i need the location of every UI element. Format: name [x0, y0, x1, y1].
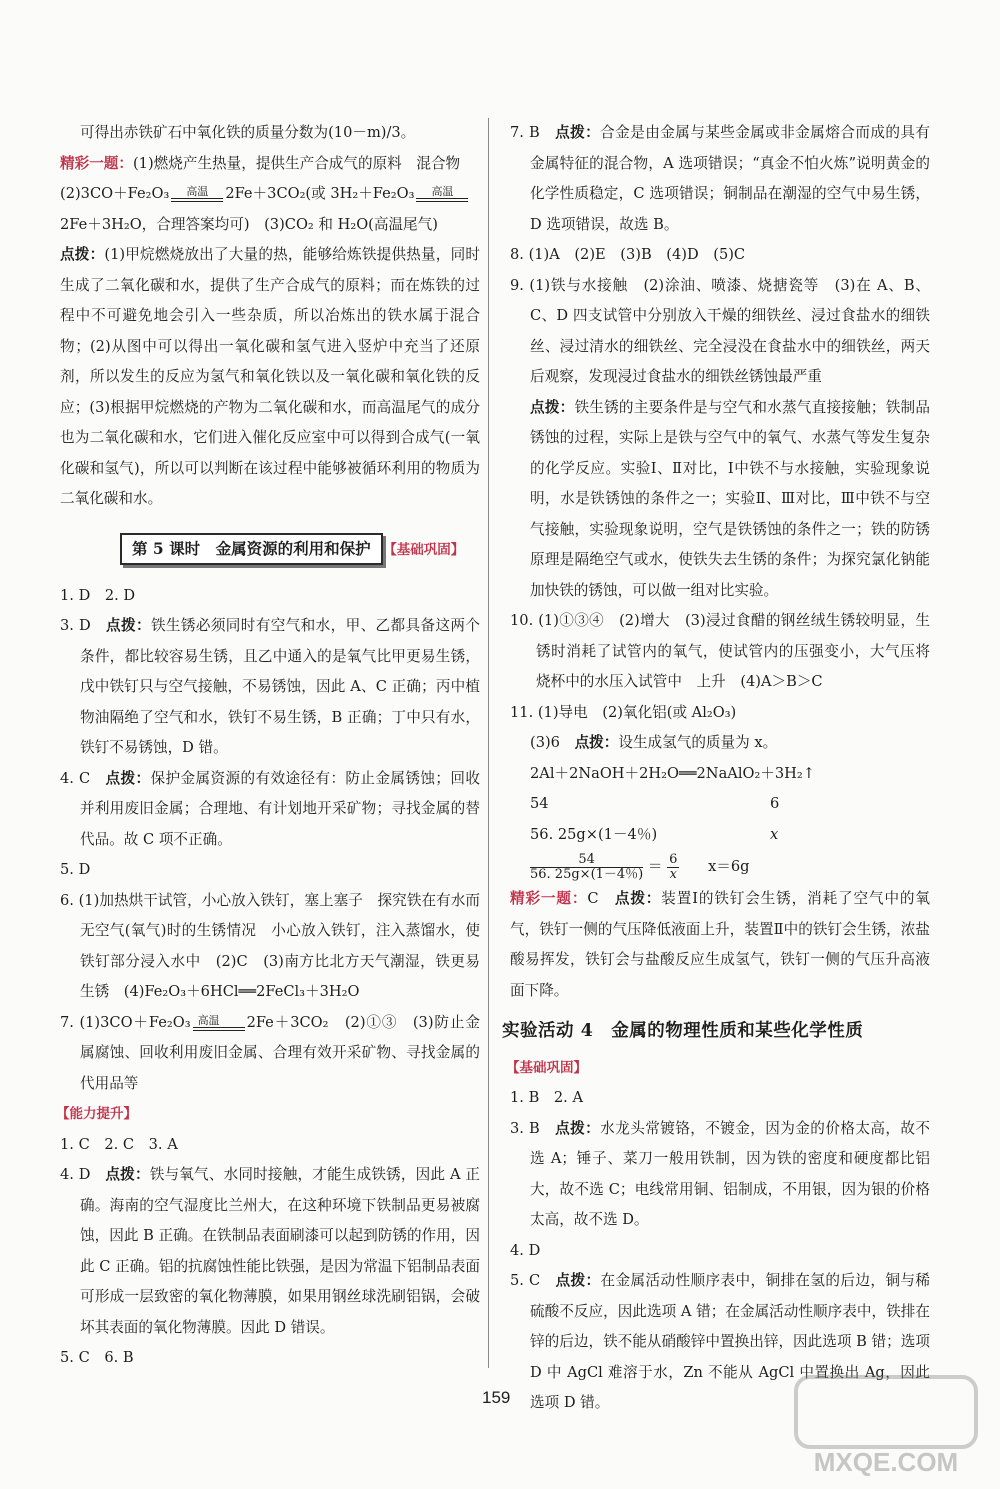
left-column	[56, 118, 480, 1374]
answer-r8: 8. (1)A (2)E (3)B (4)D (5)C	[510, 246, 746, 263]
exp-answer-1-2: 1. B 2. A	[510, 1089, 583, 1106]
condition-high-temp-2: 高温	[416, 186, 468, 202]
lesson-title: 第 5 课时 金属资源的利用和保护	[120, 533, 383, 565]
jingcai-1: 精彩一题：(1)燃烧产生热量，提供生产合成气的原料 混合物	[60, 154, 461, 172]
exp-answer-4: 4. D	[510, 1241, 541, 1259]
jingcai-1-equation: (2)3CO＋Fe₂O₃ 高温 2Fe＋3CO₂(或 3H₂＋Fe₂O₃ 高温	[60, 179, 480, 210]
answer-r10: 10. (1)①③④ (2)增大 (3)浸过食醋的钢丝绒生锈较明显，生锈时消耗了试管内的氧气，使试管内的压强变小，大气压将烧杯中的水压入试管中 上升 (4)A＞B＞C	[510, 612, 930, 690]
right-column	[502, 118, 930, 1419]
condition-high-temp-3: 高温	[193, 1015, 245, 1031]
answer-3: 3. D 点拨：铁生锈必须同时有空气和水，甲、乙都具备这两个条件，都比较容易生锈，且乙中通入的是氧气比甲更易生锈，戊中铁钉只与空气接触，不易锈蚀，因此 A、C 正确；丙中植物油隔绝了空气和水，铁钉不易生锈，B 正确；丁中只有水，铁钉不易锈蚀，D 错。	[60, 617, 480, 756]
page-number: 159	[482, 1388, 511, 1407]
r11-ratio-row-2: 56. 25g×(1－4％) x	[530, 825, 779, 843]
watermark-logo	[786, 1371, 986, 1481]
column-divider	[488, 118, 489, 1368]
answer-r7: 7. B 点拨：合金是由金属与某些金属或非金属熔合而成的具有金属特征的混合物，A 选项错误；“真金不怕火炼”说明黄金的化学性质稳定，C 选项错误；铜制品在潮湿的空气中易生锈，D 选项错误，故选 B。	[510, 124, 930, 233]
answer-r9-explain: 点拨：铁生锈的主要条件是与空气和水蒸气直接接触；铁制品锈蚀的过程，实际上是铁与空气中的氧气、水蒸气等发生复杂的化学反应。实验Ⅰ、Ⅱ对比，Ⅰ中铁不与水接触，实验现象说明，水是铁锈蚀的条件之一；实验Ⅱ、Ⅲ对比，Ⅲ中铁不与空气接触，实验现象说明，空气是铁锈蚀的条件之一；铁的防锈原理是隔绝空气或水，使铁失去生锈的条件；为探究氯化钠能加快铁的锈蚀，可以做一组对比实验。	[530, 398, 930, 599]
condition-high-temp: 高温	[171, 186, 223, 202]
r11-ratio-row-1: 54 6	[530, 795, 780, 812]
r11-equation: 2Al＋2NaOH＋2H₂O══2NaAlO₂＋3H₂↑	[530, 764, 815, 782]
section-label-basic: 【基础巩固】	[383, 541, 465, 558]
section-label-ability: 【能力提升】	[56, 1106, 137, 1122]
exp-answer-3: 3. B 点拨：水龙头常镀铬，不镀金，因为金的价格太高，故不选 A；锤子、菜刀一般用铁制，因为铁的密度和硬度都比铝大，故不选 C；电线常用铜、铝制成，不用银，因为银的价格太高，故不选 D。	[510, 1119, 930, 1228]
intro-line: 可得出赤铁矿石中氧化铁的质量分数为(10－m)/3。	[80, 124, 416, 141]
r11-proportion: $\frac{54}{56. 25g\times(1-4\%)}$ ＝ $\frac{6}{x}$ x＝6g	[530, 851, 750, 882]
ability-answer-5-6: 5. C 6. B	[60, 1349, 134, 1366]
ability-answer-4: 4. D 点拨：铁与氧气、水同时接触，才能生成铁锈，因此 A 正确。海南的空气湿度比兰州大，在这种环境下铁制品更易被腐蚀，因此 B 正确。在铁制品表面刷漆可以起到防锈的作用，因此 C 正确。铝的抗腐蚀性能比铁强，是因为常温下铝制品表面可形成一层致密的氧化物薄膜，如果用钢丝球洗刷铝锅，会破坏其表面的氧化物薄膜。因此 D 错误。	[60, 1166, 480, 1336]
answer-r9: 9. (1)铁与水接触 (2)涂油、喷漆、烧搪瓷等 (3)在 A、B、C、D 四支试管中分别放入干燥的细铁丝、浸过食盐水的细铁丝、浸过清水的细铁丝、完全浸没在食盐水中的细铁丝，两天后观察，发现浸过食盐水的细铁丝锈蚀最严重	[510, 276, 930, 385]
section-label-basic-2: 【基础巩固】	[506, 1059, 587, 1076]
watermark-text: MXQE.COM	[813, 1447, 959, 1477]
ability-answer-1-3: 1. C 2. C 3. A	[60, 1135, 178, 1153]
answer-5: 5. D	[60, 861, 91, 878]
jingcai-1-equation-cont: 2Fe＋3H₂O，合理答案均可) (3)CO₂ 和 H₂O(高温尾气)	[60, 215, 438, 233]
answer-7: 7. (1)3CO＋Fe₂O₃ 高温 2Fe＋3CO₂ (2)①③ (3)防止金属腐蚀、回收利用废旧金属、合理有效开采矿物、寻找金属的代用品等	[60, 1013, 480, 1092]
experiment-title: 实验活动 4 金属的物理性质和某些化学性质	[502, 1021, 864, 1041]
jingcai-2: 精彩一题：C 点拨：装置Ⅰ的铁钉会生锈，消耗了空气中的氧气，铁钉一侧的气压降低液面上升，装置Ⅱ中的铁钉会生锈，浓盐酸易挥发，铁钉会与盐酸反应生成氢气，铁钉一侧的气压升高液面下降。	[510, 890, 930, 999]
answer-r11-3: (3)6 点拨：设生成氢气的质量为 x。	[530, 734, 778, 751]
jingcai-1-explain: 点拨：(1)甲烷燃烧放出了大量的热，能够给炼铁提供热量，同时生成了二氧化碳和水，提供了生产合成气的原料；而在炼铁的过程中不可避免地会引入一些杂质，所以冶炼出的铁水属于混合物；(2)从图中可以得出一氧化碳和氢气进入竖炉中充当了还原剂，所以发生的反应为氢气和氧化铁以及一氧化碳和氧化铁的反应；(3)根据甲烷燃烧的产物为二氧化碳和水，而高温尾气的成分也为二氧化碳和水，它们进入催化反应室中可以得到合成气(一氧化碳和氢气)，所以可以判断在该过程中能够被循环利用的物质为二氧化碳和水。	[60, 246, 480, 507]
answer-r11: 11. (1)导电 (2)氧化铝(或 Al₂O₃)	[510, 703, 737, 721]
answer-1-2: 1. D 2. D	[60, 586, 136, 604]
answer-6: 6. (1)加热烘干试管，小心放入铁钉，塞上塞子 探究铁在有水而无空气(氧气)时的生锈情况 小心放入铁钉，注入蒸馏水，使铁钉部分浸入水中 (2)C (3)南方比北方天气潮湿，铁更易生锈 (4)Fe₂O₃＋6HCl══2FeCl₃＋3H₂O	[60, 891, 480, 1000]
answer-4: 4. C 点拨：保护金属资源的有效途径有：防止金属锈蚀；回收并利用废旧金属；合理地、有计划地开采矿物；寻找金属的替代品。故 C 项不正确。	[60, 769, 480, 848]
exp-answer-5: 5. C 点拨：在金属活动性顺序表中，铜排在氢的后边，铜与稀硫酸不反应，因此选项 A 错；在金属活动性顺序表中，铁排在锌的后边，铁不能从硝酸锌中置换出锌，因此选项 B 错；选项 D 中 AgCl 难溶于水，Zn 不能从 AgCl 中置换出 Ag，因此选项 D 错。	[510, 1272, 930, 1411]
